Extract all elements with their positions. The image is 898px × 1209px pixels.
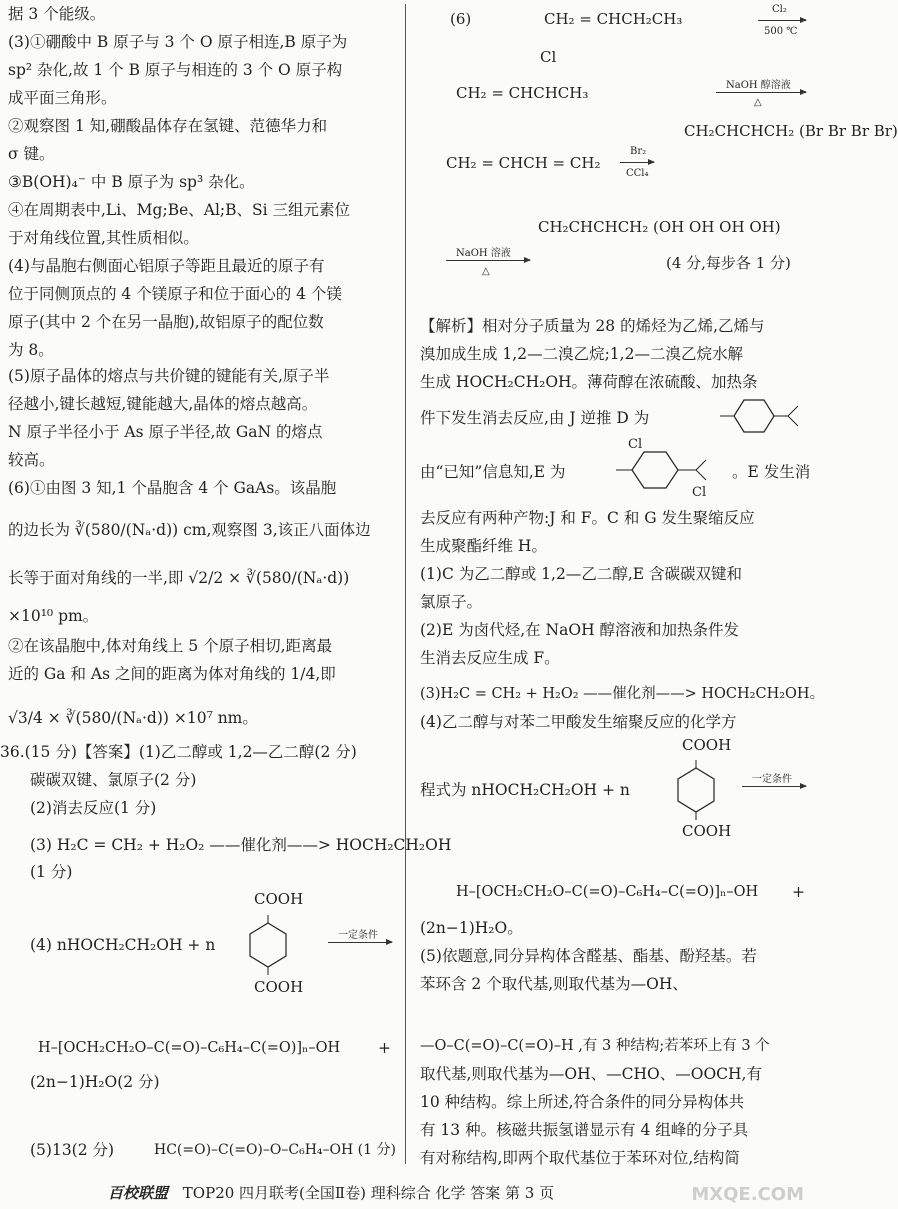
- benzene-ring-icon: [676, 760, 716, 820]
- chem-label: Cl: [540, 48, 557, 66]
- chem-label: COOH: [254, 978, 304, 996]
- text-line: 10 种结构。综上所述,符合条件的同分异构体共: [420, 1093, 745, 1111]
- arrow-condition: NaOH 醇溶液: [726, 80, 791, 91]
- analysis-text: 【解析】相对分子质量为 28 的烯烃为乙烯,乙烯与: [420, 317, 765, 335]
- text-line: 成平面三角形。: [8, 89, 117, 107]
- text-line: sp² 杂化,故 1 个 B 原子与相连的 3 个 O 原子构: [8, 61, 343, 79]
- text-line: (1 分): [30, 863, 73, 881]
- text-line: ④在周期表中,Li、Mg;Be、Al;B、Si 三组元素位: [8, 201, 351, 219]
- arrow-condition: 一定条件: [752, 774, 792, 785]
- polymer-formula: H–[OCH₂CH₂O–C(=O)–C₆H₄–C(=O)]ₙ–OH: [456, 884, 759, 900]
- text-line: 有 13 种。核磁共振氢谱显示有 4 组峰的分子具: [420, 1121, 749, 1139]
- text-line: 径越小,键长越短,键能越大,晶体的熔点越高。: [8, 395, 318, 413]
- text-line: σ 键。: [8, 145, 55, 163]
- text-line: (2)E 为卤代烃,在 NaOH 醇溶液和加热条件发: [420, 621, 740, 639]
- text-line: 生消去反应生成 F。: [420, 649, 560, 667]
- text-line: 。E 发生消: [732, 463, 811, 481]
- text-line: 有对称结构,即两个取代基位于苯环对位,结构简: [420, 1149, 740, 1167]
- text-line: ②观察图 1 知,硼酸晶体存在氢键、范德华力和: [8, 117, 328, 135]
- text-line: √3/4 × ∛(580/(Nₐ·d)) ×10⁷ nm。: [8, 709, 258, 727]
- chem-label: COOH: [682, 736, 732, 754]
- text-line: (4)与晶胞右侧面心铝原子等距且最近的原子有: [8, 257, 325, 275]
- svg-text:Cl: Cl: [628, 437, 643, 452]
- structure-formula: HC(=O)–C(=O)–O–C₆H₄–OH (1 分): [154, 1142, 396, 1158]
- arrow-condition: Br₂: [630, 146, 647, 157]
- reaction-arrow: [620, 162, 654, 163]
- text-line: 件下发生消去反应,由 J 逆推 D 为: [420, 409, 650, 427]
- text-line: 较高。: [8, 451, 55, 469]
- text-line: (5)原子晶体的熔点与共价键的键能有关,原子半: [8, 367, 330, 385]
- text-line: +: [378, 1039, 391, 1057]
- chem-label: CH₂ = CHCH₂CH₃: [544, 10, 683, 28]
- watermark: MXQE.COM: [691, 1184, 804, 1205]
- benzene-ring-icon: [248, 915, 288, 975]
- text-line: 碳碳双键、氯原子(2 分): [30, 771, 197, 789]
- arrow-condition: CCl₄: [626, 168, 649, 179]
- text-line: (3) H₂C = CH₂ + H₂O₂ ——催化剂——> HOCH₂CH₂OH: [30, 836, 452, 854]
- arrow-condition: NaOH 溶液: [456, 248, 511, 259]
- text-line: 近的 Ga 和 As 之间的距离为体对角线的 1/4,即: [8, 665, 336, 683]
- text-line: (4) nHOCH₂CH₂OH + n: [30, 936, 216, 954]
- column-divider: [405, 4, 406, 1164]
- text-line: 原子(其中 2 个在另一晶胞),故铝原子的配位数: [8, 313, 324, 331]
- text-line: (5)13(2 分): [30, 1141, 115, 1159]
- text-line: 生成 HOCH₂CH₂OH。薄荷醇在浓硫酸、加热条: [420, 373, 758, 391]
- reaction-arrow: [446, 260, 530, 261]
- text-line: 取代基,则取代基为—OH、—CHO、—OOCH,有: [420, 1065, 762, 1083]
- text-line: 为 8。: [8, 341, 54, 359]
- arrow-condition: Cl₂: [772, 4, 787, 15]
- chem-label: (6): [450, 10, 472, 28]
- chem-label: COOH: [254, 890, 304, 908]
- chem-label: COOH: [682, 822, 732, 840]
- publisher-logo: 百校联盟: [108, 1184, 169, 1202]
- text-line: (2)消去反应(1 分): [30, 799, 157, 817]
- arrow-condition: 500 ℃: [764, 26, 798, 37]
- text-line: 生成聚酯纤维 H。: [420, 537, 547, 555]
- text-line: (1)C 为乙二醇或 1,2—乙二醇,E 含碳碳双键和: [420, 565, 742, 583]
- text-line: (3)①硼酸中 B 原子与 3 个 O 原子相连,B 原子为: [8, 33, 348, 51]
- reaction-arrow: [758, 20, 806, 21]
- text-line: 的边长为 ∛(580/(Nₐ·d)) cm,观察图 3,该正八面体边: [8, 521, 371, 539]
- diol-product: CH₂CHCHCH₂ (OH OH OH OH): [538, 218, 781, 236]
- text-line: +: [792, 883, 805, 901]
- text-line: 氯原子。: [420, 593, 483, 611]
- reaction-arrow: [716, 92, 806, 93]
- text-line: 溴加成生成 1,2—二溴乙烷;1,2—二溴乙烷水解: [420, 345, 743, 363]
- chloro-structure-icon: [616, 437, 726, 500]
- chem-label: CH₂ = CHCH = CH₂: [446, 154, 601, 172]
- text-line: 苯环含 2 个取代基,则取代基为—OH、: [420, 975, 688, 993]
- svg-text:Cl: Cl: [692, 485, 707, 500]
- text-line: 据 3 个能级。: [8, 5, 106, 23]
- reaction-arrow: [742, 786, 806, 787]
- text-line: 程式为 nHOCH₂CH₂OH + n: [420, 781, 630, 799]
- text-line: 位于同侧顶点的 4 个镁原子和位于面心的 4 个镁: [8, 285, 342, 303]
- text-line: (4)乙二醇与对苯二甲酸发生缩聚反应的化学方: [420, 713, 737, 731]
- polymer-formula: H–[OCH₂CH₂O–C(=O)–C₆H₄–C(=O)]ₙ–OH: [38, 1040, 341, 1056]
- text-line: (6)①由图 3 知,1 个晶胞含 4 个 GaAs。该晶胞: [8, 479, 337, 497]
- arrow-condition: △: [754, 97, 762, 108]
- text-line: (2n−1)H₂O。: [420, 919, 523, 937]
- text-line: (5)依题意,同分异构体含醛基、酯基、酚羟基。若: [420, 947, 757, 965]
- text-line: 于对角线位置,其性质相似。: [8, 229, 199, 247]
- text-line: ×10¹⁰ pm。: [8, 607, 99, 625]
- arrow-condition: △: [482, 266, 490, 277]
- chem-label: CH₂ = CHCHCH₃: [456, 84, 589, 102]
- footer-text: TOP20 四月联考(全国Ⅱ卷) 理科综合 化学 答案 第 3 页: [182, 1184, 555, 1202]
- reaction-arrow: [328, 942, 392, 943]
- score-note: (4 分,每步各 1 分): [666, 254, 791, 272]
- arrow-condition: 一定条件: [338, 930, 378, 941]
- dibromo-product: CH₂CHCHCH₂ (Br Br Br Br): [684, 122, 898, 140]
- page-footer: [108, 1182, 554, 1203]
- text-line: 由“已知”信息知,E 为: [420, 463, 566, 481]
- cyclohexene-structure-icon: [720, 396, 810, 436]
- question-36-answer: 36.(15 分)【答案】(1)乙二醇或 1,2—乙二醇(2 分): [0, 743, 357, 761]
- text-line: —O–C(=O)–C(=O)–H ,有 3 种结构;若苯环上有 3 个: [420, 1038, 770, 1054]
- text-line: ③B(OH)₄⁻ 中 B 原子为 sp³ 杂化。: [8, 173, 255, 191]
- text-line: ②在该晶胞中,体对角线上 5 个原子相切,距离最: [8, 637, 333, 655]
- text-line: 去反应有两种产物:J 和 F。C 和 G 发生聚缩反应: [420, 509, 755, 527]
- text-line: N 原子半径小于 As 原子半径,故 GaN 的熔点: [8, 423, 323, 441]
- text-line: (3)H₂C = CH₂ + H₂O₂ ——催化剂——> HOCH₂CH₂OH。: [420, 686, 825, 702]
- text-line: (2n−1)H₂O(2 分): [30, 1073, 160, 1091]
- text-line: 长等于面对角线的一半,即 √2/2 × ∛(580/(Nₐ·d)): [8, 569, 350, 587]
